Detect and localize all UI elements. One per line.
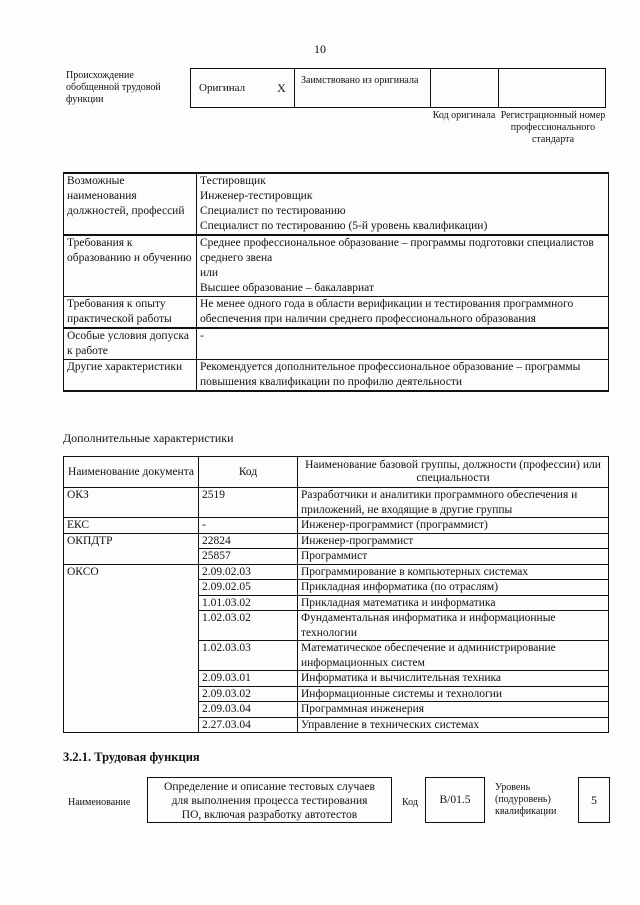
code-cell: 2519: [199, 488, 298, 518]
code-cell: 1.02.03.02: [199, 611, 298, 641]
origin-original-cell: [191, 69, 295, 107]
code-cell: 2.09.03.02: [199, 686, 298, 702]
value-line: Тестировщик: [200, 175, 266, 187]
value-line: или: [200, 267, 219, 279]
code-cell: 2.27.03.04: [199, 717, 298, 733]
origin-code-caption: Код оригинала: [432, 110, 496, 121]
page-number: 10: [314, 42, 326, 56]
function-name-line: для выполнения процесса тестирования: [171, 795, 368, 807]
row-value: [197, 360, 609, 392]
doc-cell: ОКЗ: [64, 488, 199, 518]
code-cell: 2.09.02.03: [199, 564, 298, 580]
table-header-row: [64, 457, 609, 488]
table-row: [64, 564, 609, 580]
additional-heading: Дополнительные характеристики: [63, 431, 234, 445]
header-document: Наименование документа: [64, 457, 199, 488]
value-line: Специалист по тестированию (5-й уровень квалификации): [200, 220, 488, 232]
row-value: [197, 173, 609, 235]
row-label: Возможные наименования должностей, профессий: [64, 173, 197, 235]
code-cell: 1.02.03.03: [199, 641, 298, 671]
function-code-value: B/01.5: [425, 777, 485, 823]
value-line: Среднее профессиональное образование – программы подготовки специалистов среднего звена: [200, 237, 594, 264]
function-code-label: Код: [402, 797, 418, 808]
name-cell: Прикладная информатика (по отраслям): [298, 580, 609, 596]
qualification-level-label: [495, 782, 556, 818]
header-name: Наименование базовой группы, должности (профессии) или специальности: [298, 457, 609, 488]
value-line: Инженер-тестировщик: [200, 190, 313, 202]
value-line: Специалист по тестированию: [200, 205, 346, 217]
name-cell: Информатика и вычислительная техника: [298, 671, 609, 687]
name-cell: Программист: [298, 549, 609, 565]
level-label-line: квалификации: [495, 806, 557, 817]
origin-original-mark: X: [277, 80, 286, 95]
row-label: Требования к образованию и обучению: [64, 235, 197, 297]
name-cell: Инженер-программист: [298, 533, 609, 549]
code-cell: 22824: [199, 533, 298, 549]
additional-characteristics-table: [63, 456, 609, 733]
function-name-line: ПО, включая разработку автотестов: [181, 809, 358, 821]
code-cell: 2.09.03.04: [199, 702, 298, 718]
origin-borrowed-label: Заимствовано из оригинала: [295, 69, 431, 107]
name-cell: Прикладная математика и информатика: [298, 595, 609, 611]
row-value: [197, 328, 609, 360]
name-cell: Разработчики и аналитики программного обеспечения и приложений, не входящие в другие группы: [298, 488, 609, 518]
value-line: Высшее образование – бакалавриат: [200, 282, 374, 294]
name-cell: Управление в технических системах: [298, 717, 609, 733]
table-row: [64, 173, 609, 235]
origin-box: [190, 68, 606, 108]
value-line: Не менее одного года в области верификации и тестирования программного обеспечения при наличии среднего профессионального образования: [200, 298, 574, 325]
code-cell: 2.09.03.01: [199, 671, 298, 687]
table-row: [64, 235, 609, 297]
value-line: -: [200, 330, 204, 342]
origin-code-cell: [431, 69, 499, 107]
table-row: [64, 297, 609, 329]
table-row: [64, 488, 609, 518]
code-cell: 25857: [199, 549, 298, 565]
function-name-box: [147, 777, 392, 823]
row-label: Особые условия допуска к работе: [64, 328, 197, 360]
origin-reg-cell: [499, 69, 605, 107]
name-cell: Математическое обеспечение и администрирование информационных систем: [298, 641, 609, 671]
name-cell: Инженер-программист (программист): [298, 518, 609, 534]
row-label: Требования к опыту практической работы: [64, 297, 197, 329]
name-cell: Информационные системы и технологии: [298, 686, 609, 702]
name-cell: Программирование в компьютерных системах: [298, 564, 609, 580]
origin-original-label: Оригинал: [199, 82, 246, 94]
table-row: [64, 360, 609, 392]
name-cell: Фундаментальная информатика и информационные технологии: [298, 611, 609, 641]
job-characteristics-table: [63, 172, 609, 392]
table-row: [64, 328, 609, 360]
name-cell: Программная инженерия: [298, 702, 609, 718]
qualification-level-value: 5: [578, 777, 610, 823]
doc-cell: ЕКС: [64, 518, 199, 534]
level-label-line: Уровень: [495, 782, 531, 793]
row-label: Другие характеристики: [64, 360, 197, 392]
code-cell: 1.01.03.02: [199, 595, 298, 611]
level-label-line: (подуровень): [495, 794, 551, 805]
code-cell: -: [199, 518, 298, 534]
code-cell: 2.09.02.05: [199, 580, 298, 596]
row-value: [197, 297, 609, 329]
function-name-line: Определение и описание тестовых случаев: [164, 781, 375, 793]
header-code: Код: [199, 457, 298, 488]
origin-label: Происхождение обобщенной трудовой функции: [66, 70, 161, 105]
doc-cell: ОКСО: [64, 564, 199, 733]
origin-reg-caption: Регистрационный номер профессионального стандарта: [500, 110, 606, 145]
row-value: [197, 235, 609, 297]
doc-cell: ОКПДТР: [64, 533, 199, 564]
section-title: 3.2.1. Трудовая функция: [63, 750, 200, 764]
function-name-label: Наименование: [68, 797, 131, 808]
table-row: [64, 533, 609, 549]
table-row: [64, 518, 609, 534]
value-line: Рекомендуется дополнительное профессиональное образование – программы повышения квалификации по профилю деятельности: [200, 361, 581, 388]
